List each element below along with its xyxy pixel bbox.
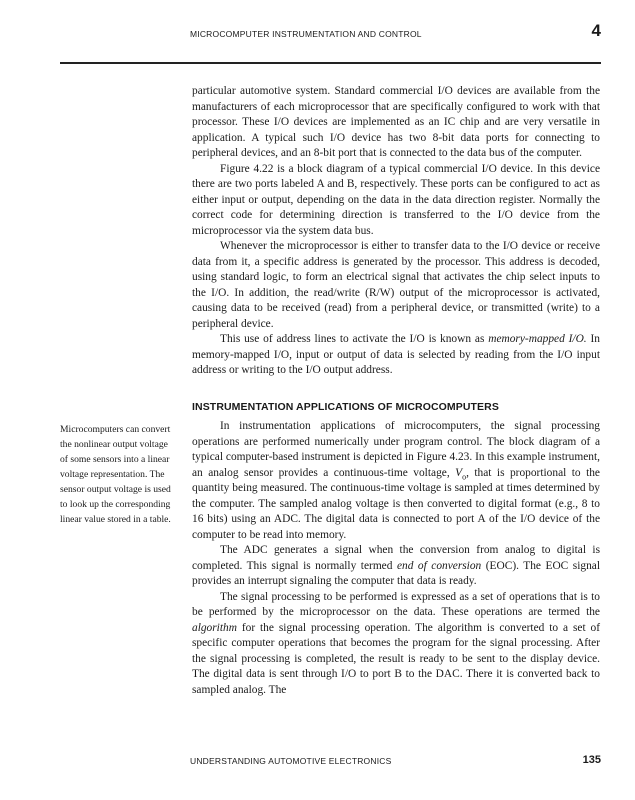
- term-memory-mapped-io: memory-mapped I/O.: [488, 333, 587, 345]
- paragraph: [192, 543, 600, 590]
- chapter-number: 4: [591, 21, 601, 40]
- voltage-symbol: V: [455, 466, 463, 479]
- text-run: The ADC generates a signal when the conversion from analog to digital is completed. This signal is normally termed: [192, 544, 600, 572]
- paragraph: [192, 332, 600, 379]
- page-number: 135: [582, 754, 601, 766]
- text-run: , that is proportional to the quantity being measured. The continuous-time voltage is sampled at times determined by the computer. The sampled analog voltage is then converted to digital format (e.g., 8 to 16 bits) using an ADC. The digital data is connected to port A of the I/O device of the computer to be read into memory.: [192, 466, 600, 541]
- margin-note: Microcomputers can convert the nonlinear output voltage of some sensors into a linear voltage representation. The sensor output voltage is used to look up the corresponding linear value stored in a table.: [60, 424, 171, 525]
- paragraph: [192, 419, 600, 543]
- text-run: The signal processing to be performed is expressed as a set of operations that is to be performed by the microprocessor on the data. These operations are termed the: [192, 590, 600, 618]
- header-rule: [60, 62, 601, 64]
- body-text-upper: [192, 84, 600, 379]
- text-run: for the signal processing operation. The algorithm is converted to a set of specific computer operations that becomes the program for the signal processing. After the signal processing is completed, the result is ready to be sent to the display device. The digital data is sent through I/O to port B to the DAC. There it is converted back to sampled analog. The: [192, 621, 600, 696]
- section-heading: INSTRUMENTATION APPLICATIONS OF MICROCOMPUTERS: [192, 401, 499, 413]
- term-end-of-conversion: end of conversion: [396, 559, 482, 572]
- running-header-title: MICROCOMPUTER INSTRUMENTATION AND CONTROL: [190, 29, 422, 39]
- voltage-subscript: o: [462, 471, 467, 481]
- body-text-lower: [192, 419, 600, 698]
- paragraph: particular automotive system. Standard commercial I/O devices are available from the manufacturers of each microprocessor that are specifically configured to work with that processor. These I/O devices are implemented as an IC chip and are very versatile in application. A typical such I/O device has two 8-bit data ports for connecting to peripheral devices, and an 8-bit port that is connected to the data bus of the computer.: [192, 85, 600, 159]
- text-run: In memory-mapped I/O, input or output of data is selected by reading from the I/O input address or writing to the I/O output address.: [192, 333, 601, 376]
- paragraph: [192, 590, 600, 699]
- running-footer-title: UNDERSTANDING AUTOMOTIVE ELECTRONICS: [190, 756, 392, 766]
- text-run: This use of address lines to activate the I/O is known as: [220, 333, 489, 345]
- text-run: In instrumentation applications of microcomputers, the signal processing operations are performed numerically under program control. The block diagram of a typical computer-based instrument is depicted in Figure 4.23. In this example instrument, an analog sensor provides a continuous-time voltage,: [192, 420, 600, 479]
- paragraph: Whenever the microprocessor is either to transfer data to the I/O device or receive data from it, a specific address is generated by the processor. This address is decoded, using standard logic, to form an electrical signal that activates the chip select inputs to the I/O. In addition, the read/write (R/W) output of the microprocessor is activated, causing data to be received (read) from a peripheral device, or transmitted (write) to a peripheral device.: [192, 240, 600, 330]
- text-run: (EOC). The EOC signal provides an interrupt signaling the computer that data is ready.: [192, 559, 600, 587]
- term-algorithm: algorithm: [192, 621, 237, 634]
- paragraph: Figure 4.22 is a block diagram of a typical commercial I/O device. In this device there are two ports labeled A and B, respectively. These ports can be configured to act as either input or output, depending on the data in the data direction register. Normally the correct code for determining direction is transferred to the I/O device from the microprocessor via the system data bus.: [192, 162, 600, 237]
